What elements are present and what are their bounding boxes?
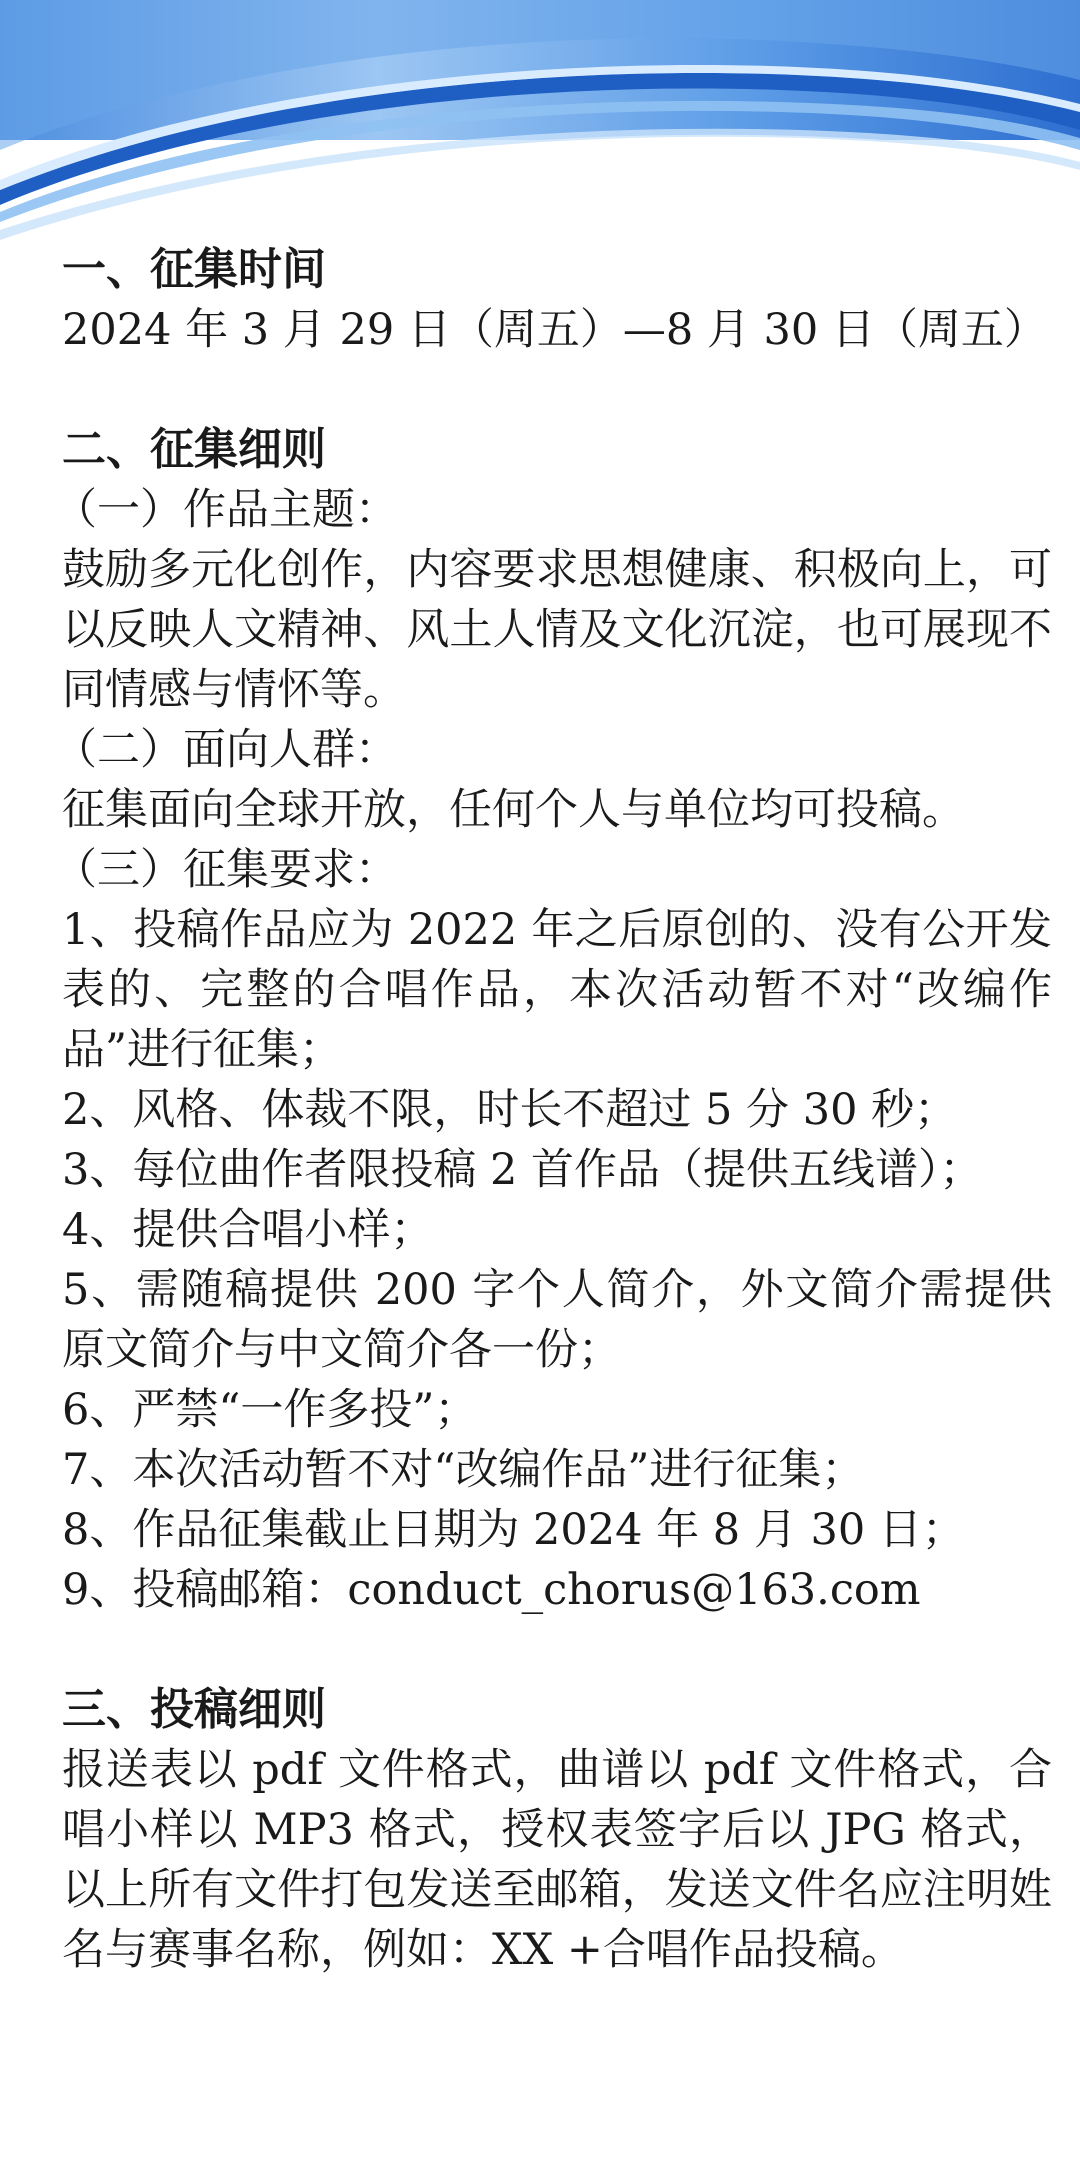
requirement-item: 8、作品征集截止日期为 2024 年 8 月 30 日； [62,1505,965,1555]
subsection-audience-body: 征集面向全球开放，任何个人与单位均可投稿。 [62,785,965,835]
requirement-item-email: 9、投稿邮箱：conduct_chorus@163.com [62,1565,921,1615]
spacer [62,360,1052,420]
subsection-requirements-title: （三）征集要求： [54,845,398,895]
requirement-item: 5、需随稿提供 200 字个人简介，外文简介需提供原文简介与中文简介各一份； [62,1265,1052,1375]
spacer [62,1620,1052,1680]
requirement-item: 2、风格、体裁不限，时长不超过 5 分 30 秒； [62,1085,958,1135]
subsection-audience-title: （二）面向人群： [54,725,398,775]
requirement-item: 1、投稿作品应为 2022 年之后原创的、没有公开发表的、完整的合唱作品，本次活动暂不对“改编作品”进行征集； [62,905,1052,1075]
submission-details-body: 报送表以 pdf 文件格式，曲谱以 pdf 文件格式，合唱小样以 MP3 格式，授权表签字后以 JPG 格式，以上所有文件打包发送至邮箱，发送文件名应注明姓名与赛事名称，例如：XX +合唱作品投稿。 [62,1745,1052,1975]
subsection-theme-title: （一）作品主题： [54,485,398,535]
section-heading-rules: 二、征集细则 [62,424,326,475]
requirement-item: 6、严禁“一作多投”； [62,1385,478,1435]
document-body [54,240,1052,1980]
collection-time: 2024 年 3 月 29 日（周五）—8 月 30 日（周五） [62,305,1047,355]
requirement-item: 4、提供合唱小样； [62,1205,434,1255]
requirements-list [62,900,1052,1620]
header-wave-banner [0,0,1080,260]
subsection-theme-body: 鼓励多元化创作，内容要求思想健康、积极向上，可以反映人文精神、风土人情及文化沉淀，也可展现不同情感与情怀等。 [62,545,1052,715]
section-heading-time: 一、征集时间 [62,244,326,295]
requirement-item: 3、每位曲作者限投稿 2 首作品（提供五线谱）； [62,1145,983,1195]
section-heading-submission: 三、投稿细则 [62,1684,326,1735]
requirement-item: 7、本次活动暂不对“改编作品”进行征集； [62,1445,865,1495]
